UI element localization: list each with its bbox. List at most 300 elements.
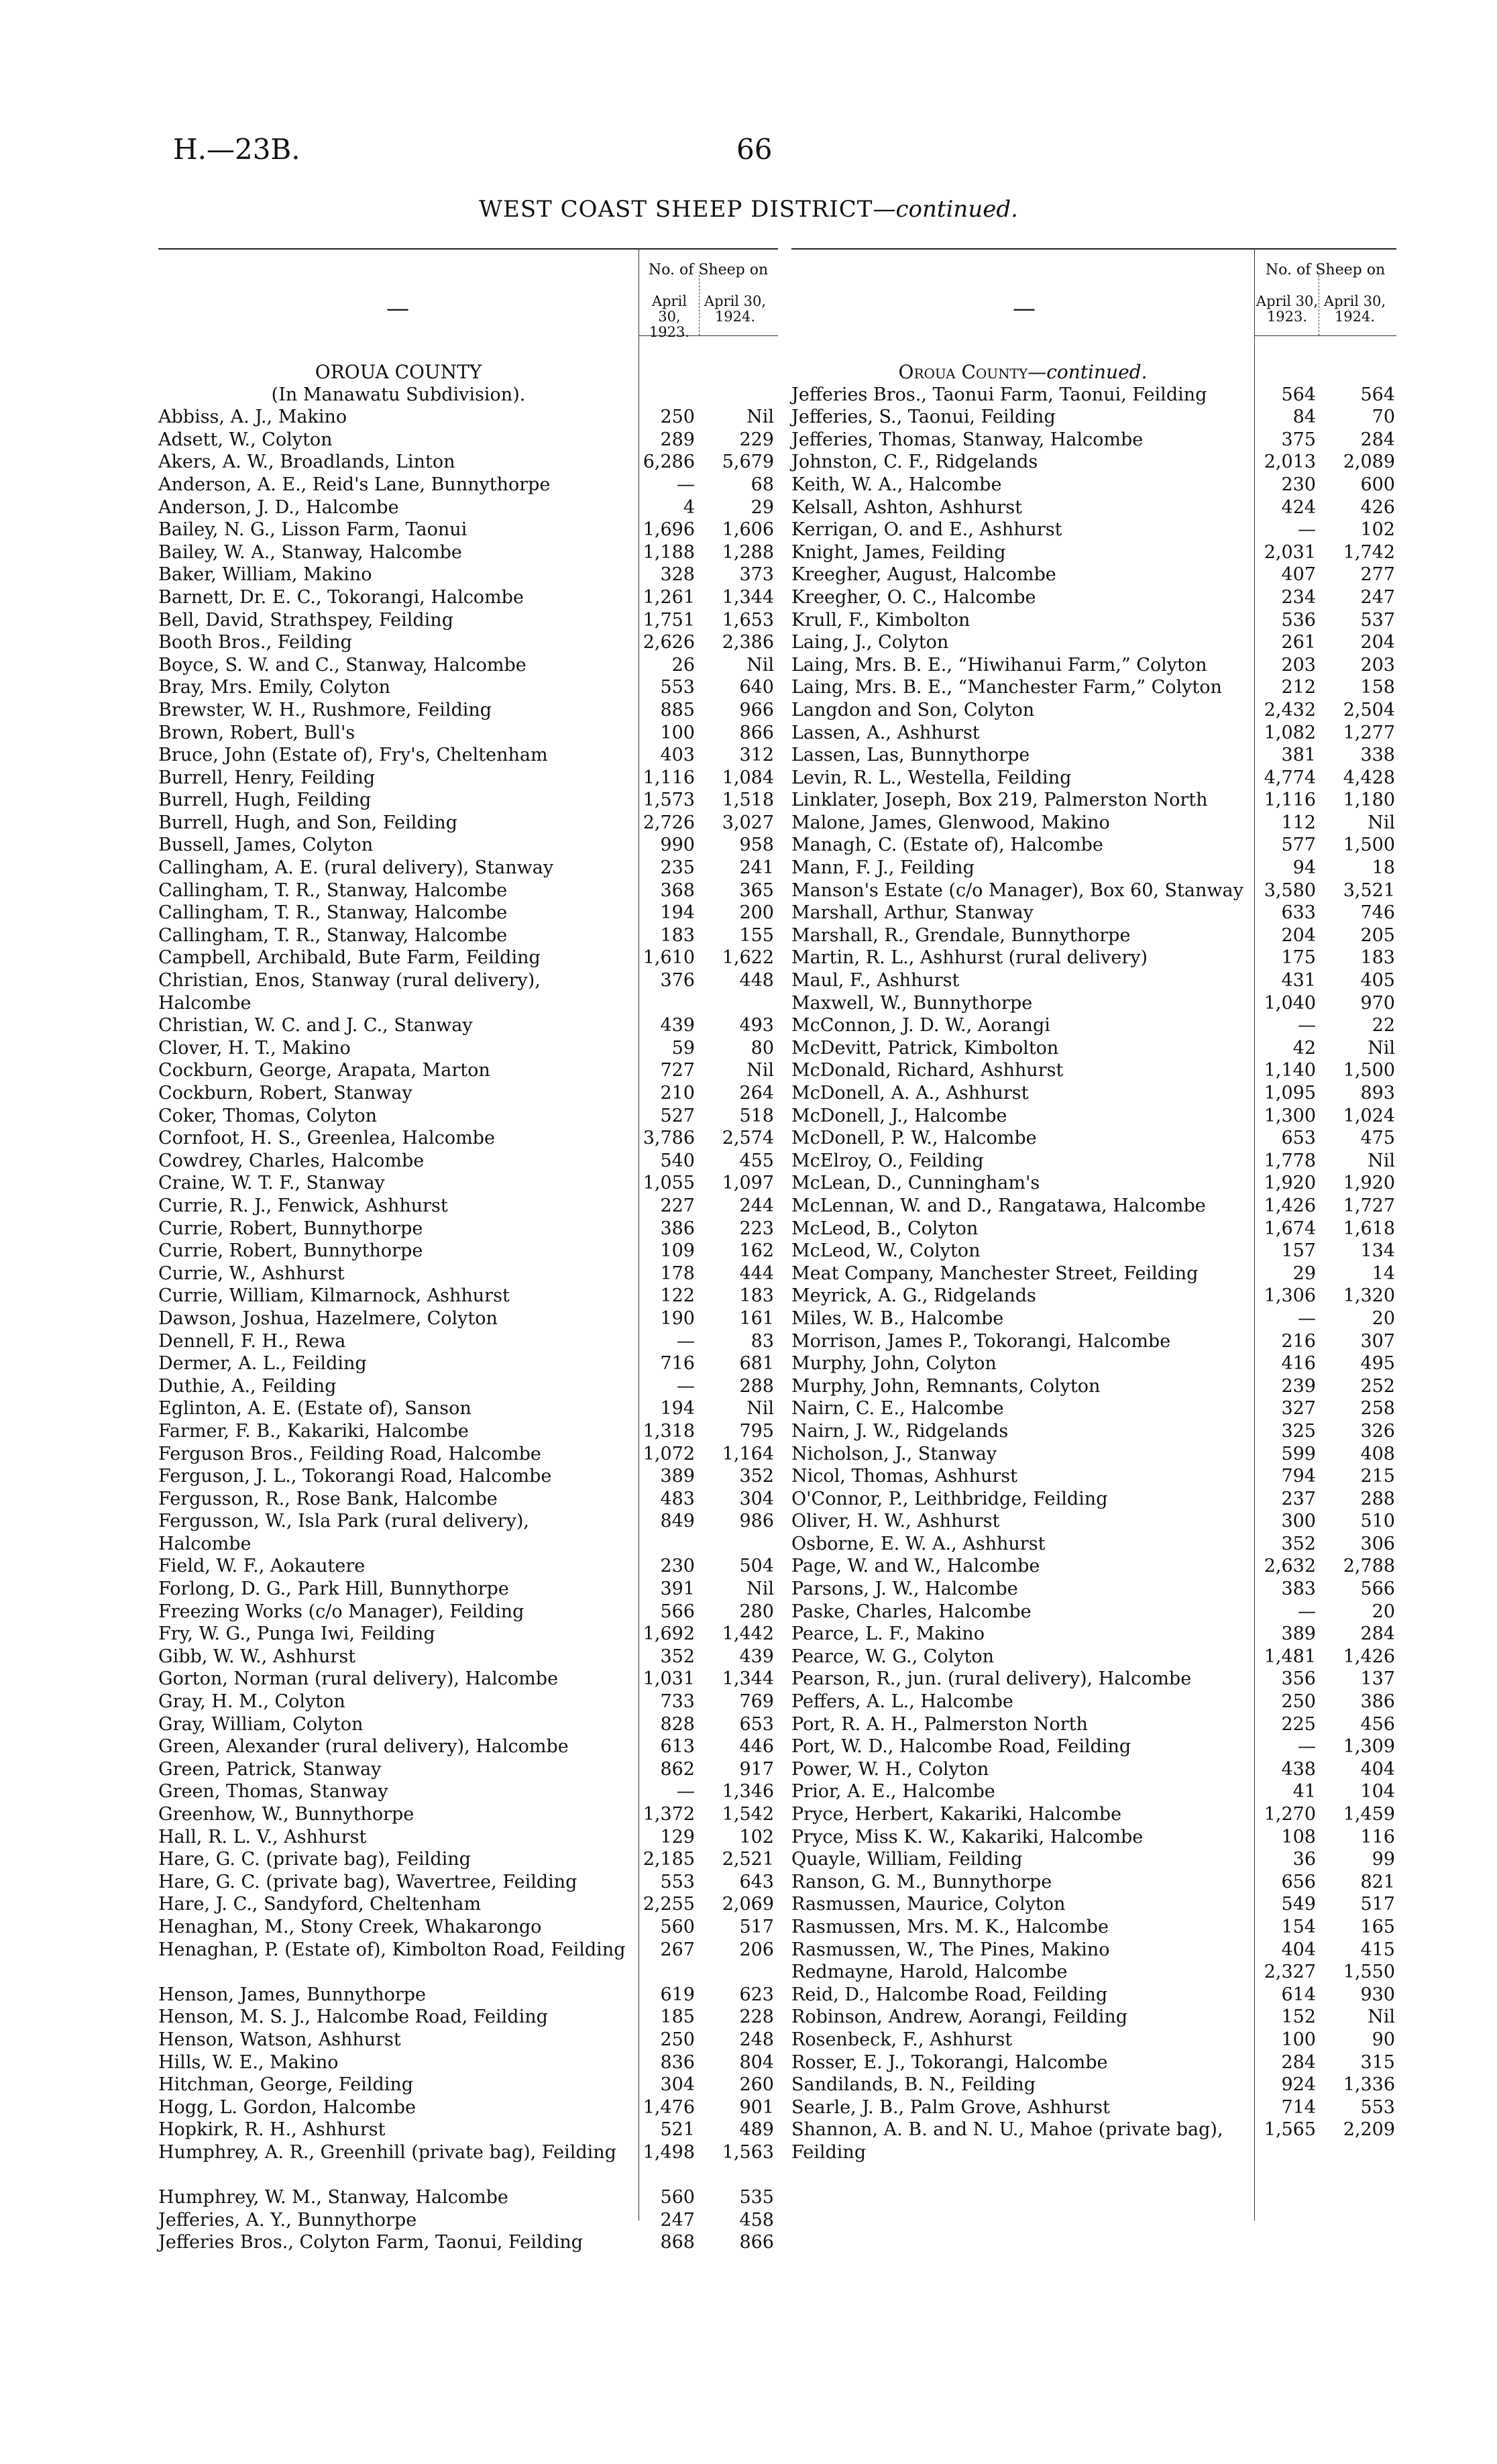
owner-name: Maul, F., Ashhurst xyxy=(791,970,960,992)
table-row xyxy=(791,1984,1396,2006)
sheep-1924: 2,209 xyxy=(1343,2119,1395,2141)
owner-name: McDonald, Richard, Ashhurst xyxy=(791,1060,1064,1081)
sheep-1923: 112 xyxy=(1281,812,1316,833)
owner-name: Manson's Estate (c/o Manager), Box 60, Stanway xyxy=(791,879,1243,901)
sheep-1924: 373 xyxy=(739,564,774,586)
sheep-1923: 2,632 xyxy=(1264,1556,1316,1577)
sheep-1924: 1,344 xyxy=(722,1668,774,1690)
table-row xyxy=(158,1330,778,1353)
owner-name: McLean, D., Cunningham's xyxy=(791,1173,1040,1194)
table-row xyxy=(158,2029,778,2051)
sheep-1924: 1,024 xyxy=(1343,1105,1395,1126)
table-row xyxy=(158,1668,778,1691)
sheep-1924: 475 xyxy=(1360,1128,1395,1149)
sheep-1923: 862 xyxy=(660,1758,695,1780)
owner-name: Bailey, W. A., Stanway, Halcombe xyxy=(158,541,462,563)
sheep-1924: 404 xyxy=(1360,1758,1395,1780)
left-col-divider-2 xyxy=(699,275,700,335)
table-row xyxy=(791,2096,1396,2119)
sheep-1924: 1,346 xyxy=(722,1781,774,1803)
sheep-1924: 444 xyxy=(739,1263,774,1284)
sheep-1924: 795 xyxy=(739,1420,774,1442)
table-row xyxy=(791,541,1396,564)
left-header-1924: April 30, 1924. xyxy=(704,293,767,325)
table-row xyxy=(791,474,1396,496)
sheep-1924: 70 xyxy=(1372,407,1395,428)
sheep-1923: 1,573 xyxy=(643,790,695,811)
owner-name: Port, R. A. H., Palmerston North xyxy=(791,1713,1088,1735)
sheep-1924: 1,426 xyxy=(1343,1646,1395,1667)
sheep-1924: Nil xyxy=(1368,2006,1395,2028)
sheep-1924: 104 xyxy=(1360,1781,1395,1803)
page-number: 66 xyxy=(736,133,773,166)
sheep-1924: 312 xyxy=(739,745,774,766)
owner-name: Greenhow, W., Bunnythorpe xyxy=(158,1804,414,1825)
sheep-1924: Nil xyxy=(746,654,774,676)
sheep-1923: 325 xyxy=(1281,1420,1316,1442)
sheep-1923: 190 xyxy=(660,1307,695,1329)
sheep-1923: — xyxy=(1298,1015,1316,1036)
table-row xyxy=(791,699,1396,722)
table-row xyxy=(158,654,778,677)
table-row xyxy=(158,2006,778,2029)
sheep-1924: 2,521 xyxy=(722,1849,774,1870)
table-row xyxy=(791,1037,1396,1060)
table-row xyxy=(791,1285,1396,1307)
sheep-1923: 4,774 xyxy=(1264,767,1316,788)
sheep-1923: 100 xyxy=(660,722,695,743)
owner-name: Jefferies, S., Taonui, Feilding xyxy=(791,407,1056,428)
left-header-1923: April 30, 1923. xyxy=(649,293,690,340)
table-row xyxy=(791,1510,1396,1533)
owner-name: Pryce, Miss K. W., Kakariki, Halcombe xyxy=(791,1826,1144,1847)
table-row xyxy=(158,902,778,924)
owner-name: Hall, R. L. V., Ashhurst xyxy=(158,1826,367,1847)
left-header-group: No. of Sheep on xyxy=(648,262,769,278)
table-row xyxy=(791,1330,1396,1353)
owner-name: Levin, R. L., Westella, Feilding xyxy=(791,767,1072,788)
title-continued: —continued. xyxy=(873,196,1018,223)
table-row xyxy=(158,1263,778,1285)
owner-name: Ranson, G. M., Bunnythorpe xyxy=(791,1871,1052,1892)
sheep-1924: 203 xyxy=(1360,654,1395,676)
sheep-1924: 365 xyxy=(739,879,774,901)
table-row xyxy=(791,924,1396,947)
sheep-1923: 368 xyxy=(660,879,695,901)
sheep-1923: 1,751 xyxy=(643,609,695,631)
table-row xyxy=(791,1263,1396,1285)
sheep-1923: 1,040 xyxy=(1264,992,1316,1014)
sheep-1923: 403 xyxy=(660,745,695,766)
sheep-1924: 1,920 xyxy=(1343,1173,1395,1194)
sheep-1923: 540 xyxy=(660,1150,695,1171)
sheep-1923: 431 xyxy=(1281,970,1316,992)
table-row xyxy=(791,834,1396,857)
sheep-1924: 165 xyxy=(1360,1916,1395,1937)
table-row xyxy=(791,2074,1396,2096)
sheep-1924: 917 xyxy=(739,1758,774,1780)
sheep-1923: 300 xyxy=(1281,1511,1316,1532)
sheep-1924: 3,027 xyxy=(722,812,774,833)
sheep-1923: 129 xyxy=(660,1826,695,1847)
left-header-dash: — xyxy=(386,295,409,322)
sheep-1924: 326 xyxy=(1360,1420,1395,1442)
sheep-1923: 204 xyxy=(1281,924,1316,946)
sheep-1924: 1,500 xyxy=(1343,835,1395,856)
table-row xyxy=(791,1218,1396,1240)
owner-name: Marshall, Arthur, Stanway xyxy=(791,902,1034,924)
sheep-1924: 448 xyxy=(739,970,774,992)
table-row xyxy=(158,1758,778,1781)
sheep-1923: 1,476 xyxy=(643,2096,695,2118)
sheep-1923: 250 xyxy=(1281,1691,1316,1713)
sheep-1924: 1,442 xyxy=(722,1623,774,1645)
table-row xyxy=(158,2051,778,2074)
table-row xyxy=(791,384,1396,407)
owner-name: Martin, R. L., Ashhurst (rural delivery) xyxy=(791,947,1148,969)
sheep-1923: — xyxy=(1298,519,1316,541)
owner-name: Sandilands, B. N., Feilding xyxy=(791,2074,1036,2096)
owner-name: Knight, James, Feilding xyxy=(791,541,1006,563)
sheep-1923: 868 xyxy=(660,2232,695,2253)
owner-name: Power, W. H., Colyton xyxy=(791,1758,989,1780)
sheep-1924: Nil xyxy=(746,1578,774,1600)
table-row xyxy=(158,1646,778,1668)
owner-name: Green, Patrick, Stanway xyxy=(158,1758,382,1780)
table-row xyxy=(791,1488,1396,1511)
owner-name: Rosser, E. J., Tokorangi, Halcombe xyxy=(791,2051,1108,2073)
sheep-1923: 1,481 xyxy=(1264,1646,1316,1667)
owner-name: Laing, Mrs. B. E., “Manchester Farm,” Colyton xyxy=(791,677,1222,698)
table-row xyxy=(791,722,1396,745)
sheep-1924: 1,288 xyxy=(722,541,774,563)
owner-name: Marshall, R., Grendale, Bunnythorpe xyxy=(791,924,1131,946)
sheep-1923: 152 xyxy=(1281,2006,1316,2028)
sheep-1924: 566 xyxy=(1360,1578,1395,1600)
table-row xyxy=(791,1533,1396,1556)
table-row xyxy=(791,1555,1396,1578)
right-header-rule xyxy=(1254,335,1396,336)
sheep-1923: 178 xyxy=(660,1263,695,1284)
sheep-1923: 577 xyxy=(1281,835,1316,856)
sheep-1923: 210 xyxy=(660,1083,695,1104)
sheep-1924: 228 xyxy=(739,2006,774,2028)
sheep-1924: 206 xyxy=(739,1939,774,1960)
owner-name: Peffers, A. L., Halcombe xyxy=(791,1691,1013,1713)
sheep-1923: 560 xyxy=(660,2187,695,2208)
owner-name: Gorton, Norman (rural delivery), Halcombe xyxy=(158,1668,559,1690)
sheep-1923: 108 xyxy=(1281,1826,1316,1847)
table-row xyxy=(158,1623,778,1646)
sheep-1923: 549 xyxy=(1281,1894,1316,1915)
sheep-1923: 203 xyxy=(1281,654,1316,676)
table-row xyxy=(158,2074,778,2096)
sheep-1923: 1,116 xyxy=(643,767,695,788)
table-row xyxy=(158,496,778,519)
sheep-1923: 885 xyxy=(660,699,695,720)
owner-name: Osborne, E. W. A., Ashhurst xyxy=(791,1533,1046,1554)
sheep-1924: 223 xyxy=(739,1218,774,1239)
table-row xyxy=(791,451,1396,474)
sheep-1923: 1,372 xyxy=(643,1804,695,1825)
owner-name: Hare, J. C., Sandyford, Cheltenham xyxy=(158,1894,482,1915)
table-row xyxy=(158,1375,778,1398)
table-row xyxy=(158,722,778,745)
owner-name: Jefferies, A. Y., Bunnythorpe xyxy=(158,2209,417,2231)
owner-name: Fergusson, R., Rose Bank, Halcombe xyxy=(158,1488,498,1509)
sheep-1924: 2,574 xyxy=(722,1128,774,1149)
table-row xyxy=(791,1307,1396,1330)
table-row xyxy=(791,2029,1396,2051)
sheep-1923: 560 xyxy=(660,1916,695,1937)
sheep-1924: 134 xyxy=(1360,1240,1395,1262)
sheep-1924: 3,521 xyxy=(1343,879,1395,901)
table-row xyxy=(791,586,1396,609)
sheep-1924: 653 xyxy=(739,1713,774,1735)
owner-name: Dermer, A. L., Feilding xyxy=(158,1353,367,1375)
owner-name: Duthie, A., Feilding xyxy=(158,1375,337,1397)
table-row xyxy=(158,1848,778,1871)
sheep-1923: 391 xyxy=(660,1578,695,1600)
owner-name: Humphrey, A. R., Greenhill (private bag), Feilding xyxy=(158,2141,616,2163)
table-row xyxy=(791,429,1396,451)
sheep-1924: 535 xyxy=(739,2187,774,2208)
owner-name: Cowdrey, Charles, Halcombe xyxy=(158,1150,425,1171)
sheep-1923: 376 xyxy=(660,970,695,992)
table-row xyxy=(158,834,778,857)
right-section-name: Oroua County xyxy=(898,361,1028,383)
table-row xyxy=(791,789,1396,812)
owner-name: Green, Thomas, Stanway xyxy=(158,1781,388,1803)
table-row xyxy=(158,1285,778,1307)
sheep-1924: 2,386 xyxy=(722,632,774,653)
sheep-1924: Nil xyxy=(1368,1037,1395,1059)
owner-name: Laing, Mrs. B. E., “Hiwihanui Farm,” Colyton xyxy=(791,654,1207,676)
sheep-1923: 109 xyxy=(660,1240,695,1262)
sheep-1924: 137 xyxy=(1360,1668,1395,1690)
sheep-1923: 1,778 xyxy=(1264,1150,1316,1171)
sheep-1924: 162 xyxy=(739,1240,774,1262)
sheep-1924: 161 xyxy=(739,1307,774,1329)
sheep-1923: 613 xyxy=(660,1736,695,1758)
sheep-1924: 1,500 xyxy=(1343,1060,1395,1081)
sheep-1924: 252 xyxy=(1360,1375,1395,1397)
owner-name: Akers, A. W., Broadlands, Linton xyxy=(158,451,455,473)
left-top-rule xyxy=(158,248,778,250)
owner-name: Callingham, T. R., Stanway, Halcombe xyxy=(158,879,508,901)
sheep-1923: 381 xyxy=(1281,745,1316,766)
sheep-1923: 1,318 xyxy=(643,1420,695,1442)
owner-name: Cockburn, Robert, Stanway xyxy=(158,1083,412,1104)
sheep-1923: 304 xyxy=(660,2074,695,2096)
sheep-1924: 958 xyxy=(739,835,774,856)
sheep-1923: 250 xyxy=(660,2029,695,2050)
table-row xyxy=(158,1105,778,1128)
sheep-1923: 356 xyxy=(1281,1668,1316,1690)
owner-name: McDonell, A. A., Ashhurst xyxy=(791,1083,1029,1104)
sheep-1924: 248 xyxy=(739,2029,774,2050)
owner-name: Jefferies, Thomas, Stanway, Halcombe xyxy=(791,429,1144,450)
table-row xyxy=(791,1961,1396,1984)
sheep-1923: 438 xyxy=(1281,1758,1316,1780)
owner-name: Nicol, Thomas, Ashhurst xyxy=(791,1466,1017,1487)
sheep-1923: 175 xyxy=(1281,947,1316,969)
sheep-1923: 1,696 xyxy=(643,519,695,541)
owner-name: Anderson, J. D., Halcombe xyxy=(158,496,399,518)
table-row xyxy=(791,1195,1396,1218)
table-row xyxy=(791,1127,1396,1150)
table-row xyxy=(158,1307,778,1330)
sheep-1924: 489 xyxy=(739,2119,774,2141)
table-row xyxy=(791,969,1396,992)
owner-name: Anderson, A. E., Reid's Lane, Bunnythorpe xyxy=(158,474,551,495)
sheep-1923: 1,920 xyxy=(1264,1173,1316,1194)
sheep-1924: 1,309 xyxy=(1343,1736,1395,1758)
owner-name: Johnston, C. F., Ridgelands xyxy=(791,451,1038,473)
owner-name: Keith, W. A., Halcombe xyxy=(791,474,1002,495)
table-row xyxy=(791,879,1396,902)
sheep-1923: — xyxy=(677,1375,695,1397)
sheep-1924: 901 xyxy=(739,2096,774,2118)
sheep-1923: 553 xyxy=(660,677,695,698)
owner-name: Hills, W. E., Makino xyxy=(158,2051,339,2073)
sheep-1924: 247 xyxy=(1360,586,1395,608)
sheep-1923: 2,626 xyxy=(643,632,695,653)
owner-name: Burrell, Hugh, Feilding xyxy=(158,790,372,811)
document-code: H.—23B. xyxy=(173,133,300,166)
right-section-title xyxy=(791,361,1254,384)
owner-name: Craine, W. T. F., Stanway xyxy=(158,1173,385,1194)
table-row xyxy=(158,609,778,632)
sheep-1924: 1,742 xyxy=(1343,541,1395,563)
sheep-1923: 42 xyxy=(1292,1037,1316,1059)
sheep-1924: 1,459 xyxy=(1343,1804,1395,1825)
sheep-1923: 1,055 xyxy=(643,1173,695,1194)
sheep-1923: 2,255 xyxy=(643,1894,695,1915)
owner-name: Kreegher, August, Halcombe xyxy=(791,564,1056,586)
owner-name: Pryce, Herbert, Kakariki, Halcombe xyxy=(791,1804,1122,1825)
owner-name: Freezing Works (c/o Manager), Feilding xyxy=(158,1601,524,1622)
table-row xyxy=(158,2141,778,2186)
sheep-1924: 1,097 xyxy=(722,1173,774,1194)
table-row xyxy=(158,1871,778,1894)
sheep-1923: 2,031 xyxy=(1264,541,1316,563)
table-row xyxy=(158,1713,778,1736)
sheep-1924: 1,084 xyxy=(722,767,774,788)
sheep-1924: 183 xyxy=(739,1285,774,1307)
sheep-1924: 338 xyxy=(1360,745,1395,766)
owner-name: Malone, James, Glenwood, Makino xyxy=(791,812,1110,833)
sheep-1923: 2,327 xyxy=(1264,1962,1316,1983)
sheep-1923: 416 xyxy=(1281,1353,1316,1375)
sheep-1924: 930 xyxy=(1360,1984,1395,2005)
sheep-1924: 970 xyxy=(1360,992,1395,1014)
owner-name: Pearson, R., jun. (rural delivery), Halcombe xyxy=(791,1668,1192,1690)
sheep-1923: 352 xyxy=(1281,1533,1316,1554)
sheep-1923: 230 xyxy=(1281,474,1316,495)
sheep-1924: 2,788 xyxy=(1343,1556,1395,1577)
sheep-1923: 2,185 xyxy=(643,1849,695,1870)
table-row xyxy=(158,429,778,451)
table-row xyxy=(158,789,778,812)
sheep-1923: 1,692 xyxy=(643,1623,695,1645)
owner-name: Rasmussen, Mrs. M. K., Halcombe xyxy=(791,1916,1109,1937)
table-row xyxy=(791,1240,1396,1263)
owner-name: Eglinton, A. E. (Estate of), Sanson xyxy=(158,1398,472,1420)
sheep-1924: 205 xyxy=(1360,924,1395,946)
table-row xyxy=(791,1646,1396,1668)
table-row xyxy=(158,519,778,541)
owner-name: Christian, W. C. and J. C., Stanway xyxy=(158,1015,473,1036)
table-row xyxy=(791,1578,1396,1601)
sheep-1924: 83 xyxy=(751,1330,774,1352)
sheep-1923: 599 xyxy=(1281,1443,1316,1464)
sheep-1923: 3,580 xyxy=(1264,879,1316,901)
table-row xyxy=(158,451,778,474)
sheep-1924: 769 xyxy=(739,1691,774,1713)
owner-name: Robinson, Andrew, Aorangi, Feilding xyxy=(791,2006,1128,2028)
sheep-1923: 41 xyxy=(1292,1781,1316,1803)
sheep-1923: 247 xyxy=(660,2209,695,2231)
owner-name: Hare, G. C. (private bag), Feilding xyxy=(158,1849,471,1870)
sheep-1924: 215 xyxy=(1360,1466,1395,1487)
right-header-group: No. of Sheep on xyxy=(1265,262,1386,278)
sheep-1923: 439 xyxy=(660,1015,695,1036)
sheep-1923: 564 xyxy=(1281,384,1316,405)
sheep-1923: 407 xyxy=(1281,564,1316,586)
owner-name: Mann, F. J., Feilding xyxy=(791,857,975,879)
sheep-1924: 1,563 xyxy=(722,2141,774,2163)
sheep-1923: 234 xyxy=(1281,586,1316,608)
sheep-1924: 4,428 xyxy=(1343,767,1395,788)
sheep-1924: 518 xyxy=(739,1105,774,1126)
sheep-1923: 1,188 xyxy=(643,541,695,563)
owner-name: Forlong, D. G., Park Hill, Bunnythorpe xyxy=(158,1578,509,1600)
table-row xyxy=(158,947,778,969)
sheep-1923: 100 xyxy=(1281,2029,1316,2050)
sheep-1923: 849 xyxy=(660,1511,695,1532)
table-row xyxy=(791,1082,1396,1105)
table-row xyxy=(158,1939,778,1984)
owner-name: Hopkirk, R. H., Ashhurst xyxy=(158,2119,386,2141)
table-row xyxy=(158,1172,778,1195)
table-row xyxy=(791,1848,1396,1871)
sheep-1924: 458 xyxy=(739,2209,774,2231)
table-row xyxy=(158,1150,778,1173)
owner-name: Currie, William, Kilmarnock, Ashhurst xyxy=(158,1285,510,1307)
sheep-1924: 304 xyxy=(739,1488,774,1509)
owner-name: Green, Alexander (rural delivery), Halcombe xyxy=(158,1736,569,1758)
sheep-1924: 1,164 xyxy=(722,1443,774,1464)
sheep-1924: 306 xyxy=(1360,1533,1395,1554)
sheep-1923: 619 xyxy=(660,1984,695,2005)
table-row xyxy=(158,969,778,1014)
owner-name: Oliver, H. W., Ashhurst xyxy=(791,1511,1000,1532)
sheep-1924: 260 xyxy=(739,2074,774,2096)
owner-name: Rasmussen, Maurice, Colyton xyxy=(791,1894,1066,1915)
sheep-1924: 284 xyxy=(1360,1623,1395,1645)
owner-name: Searle, J. B., Palm Grove, Ashhurst xyxy=(791,2096,1110,2118)
sheep-1923: 1,116 xyxy=(1264,790,1316,811)
sheep-1923: 29 xyxy=(1292,1263,1316,1284)
sheep-1924: Nil xyxy=(746,1060,774,1081)
table-row xyxy=(791,1780,1396,1803)
sheep-1924: 1,336 xyxy=(1343,2074,1395,2096)
sheep-1924: 681 xyxy=(739,1353,774,1375)
sheep-1923: 225 xyxy=(1281,1713,1316,1735)
sheep-1923: 94 xyxy=(1292,857,1316,879)
owner-name: Burrell, Hugh, and Son, Feilding xyxy=(158,812,457,833)
